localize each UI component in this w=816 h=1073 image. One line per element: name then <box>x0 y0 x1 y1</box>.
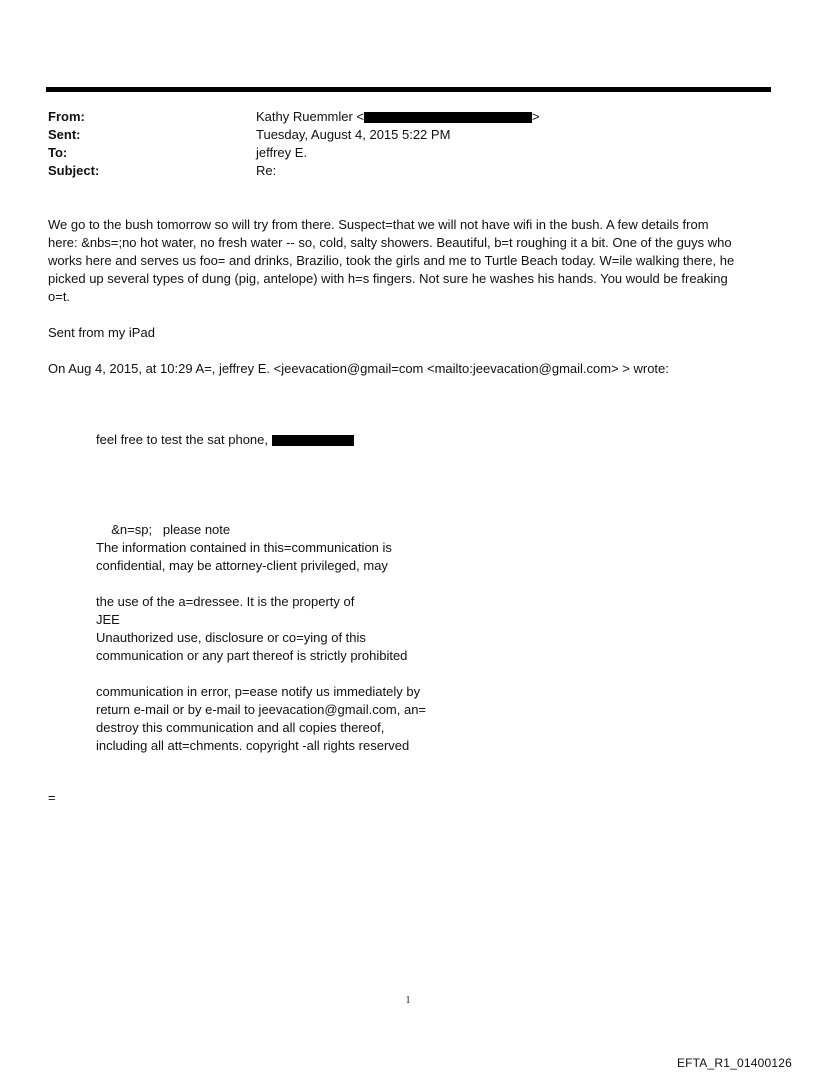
to-label: To: <box>48 145 68 160</box>
signature: Sent from my iPad <box>48 325 155 340</box>
from-row <box>48 108 768 126</box>
subject-label: Subject: <box>48 163 100 178</box>
to-row <box>48 144 768 162</box>
redaction-bar <box>364 112 532 123</box>
sent-row <box>48 126 768 144</box>
quoted-sat-phone: feel free to test the sat phone, <box>96 431 556 449</box>
from-value: Kathy Ruemmler < > <box>256 109 540 124</box>
to-value: jeffrey E. <box>256 145 308 160</box>
email-header <box>48 108 768 180</box>
from-label: From: <box>48 109 85 124</box>
quoted-please-note: &n=sp; please note <box>111 522 231 537</box>
subject-row <box>48 162 768 180</box>
redaction-bar <box>272 435 354 446</box>
message-paragraph: We go to the bush tomorrow so will try from there. Suspect=that we will not have wifi in the bush. A few details from here: &nbs=;no hot water, no fresh water -- so, cold, salty showers. Beautiful, b=t roughing it a bit. One of the guys who works here and serves us foo= and drinks, Brazilio, took the girls and me to Turtle Beach today. W=ile walking there, he picked up several types of dung (pig, antelope) with h=s fingers. Not sure he washes his hands. You would be freaking o=t. <box>48 217 735 304</box>
sent-label: Sent: <box>48 127 81 142</box>
header-rule <box>46 87 771 92</box>
subject-value: Re: <box>256 163 277 178</box>
sent-value: Tuesday, August 4, 2015 5:22 PM <box>256 127 451 142</box>
disclaimer-block-b: the use of the a=dressee. It is the property of JEE Unauthorized use, disclosure or co=ying of this communication or any part thereof is strictly prohibited <box>96 594 408 663</box>
document-id: EFTA_R1_01400126 <box>676 1056 792 1070</box>
reply-attribution: On Aug 4, 2015, at 10:29 A=, jeffrey E. <jeevacation@gmail=com <mailto:jeevacation@gmail.com> > wrote: <box>48 361 669 376</box>
disclaimer-block-c: communication in error, p=ease notify us immediately by return e-mail or by e-mail to jeevacation@gmail.com, an= destroy this communication and all copies thereof, including all att=chments. copyright -all rights reserved <box>96 684 427 753</box>
page-number: 1 <box>405 995 411 1006</box>
disclaimer-block-a: The information contained in this=communication is confidential, may be attorney-client privileged, may <box>96 540 392 573</box>
trailing-equals: = <box>48 790 56 805</box>
